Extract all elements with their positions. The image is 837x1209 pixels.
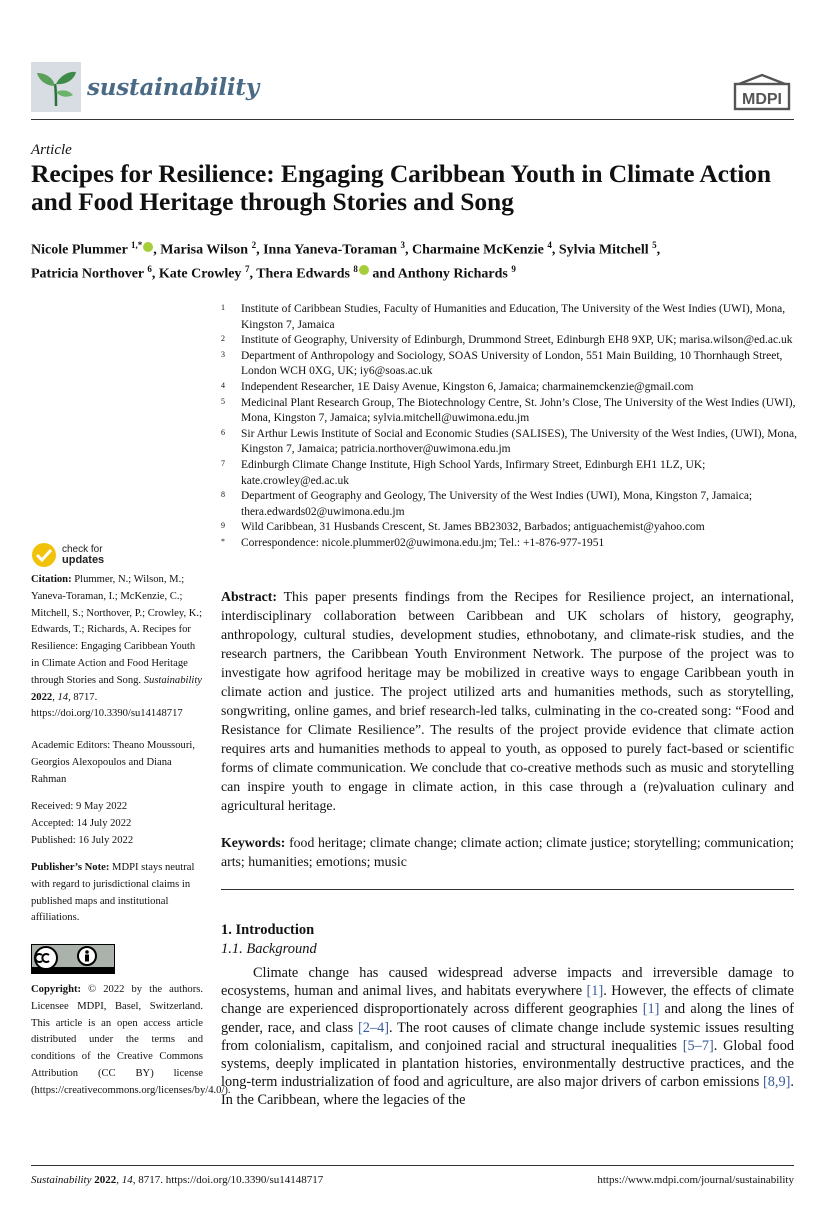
author-name: Thera Edwards xyxy=(256,266,350,282)
introduction-paragraph xyxy=(221,964,794,1110)
keywords-label: Keywords: xyxy=(221,835,286,850)
author-affiliation-marker: 2 xyxy=(251,240,257,250)
affiliation-number: 3 xyxy=(221,349,225,359)
affiliation-text: Institute of Geography, University of Edinburgh, Drummond Street, Edinburgh EH8 9XP, UK; marisa.wilson@ed.ac.uk xyxy=(241,334,793,347)
author-affiliation-marker: 6 xyxy=(147,263,152,274)
author-list xyxy=(31,236,801,283)
affiliation-item xyxy=(221,349,801,380)
paragraph-text: . In the Caribbean, where the legacies of the xyxy=(221,1074,794,1109)
received-date: Received: 9 May 2022 xyxy=(31,801,128,812)
copyright-text: © 2022 by the authors. Licensee MDPI, Basel, Switzerland. This article is an open access article distributed under the terms and conditions of the Creative Commons Attribution (CC BY) license (https://creativecommons.org/licenses/by/4.0/). xyxy=(31,984,231,1096)
journal-logo[interactable] xyxy=(31,62,261,112)
affiliation-item xyxy=(221,302,801,333)
affiliation-text: Wild Caribbean, 31 Husbands Crescent, St. James BB23032, Barbados; antiguachemist@yahoo.com xyxy=(241,521,705,534)
author-separator: , xyxy=(656,242,661,258)
author-separator: , xyxy=(151,266,159,282)
affiliation-item xyxy=(221,536,801,552)
mdpi-logo-icon[interactable] xyxy=(731,72,793,112)
copyright-label: Copyright: xyxy=(31,984,82,995)
footer-citation: Sustainability 2022, 14, 8717. https://doi.org/10.3390/su14148717 xyxy=(31,1174,324,1186)
paragraph-text: Climate change has caused widespread adverse impacts and irreversible damage to ecosystems, human and animal lives, and habitats everywhere xyxy=(221,965,794,1000)
paragraph-text: . The root causes of climate change include systemic issues resulting from colonialism, capitalism, and conjoined racial and structural inequalities xyxy=(221,1019,794,1054)
publisher-note xyxy=(31,860,203,927)
check-updates-line2: updates xyxy=(62,554,105,566)
author-name: Sylvia Mitchell xyxy=(558,242,649,258)
citation-year: 2022 xyxy=(31,691,53,703)
affiliation-text: Institute of Caribbean Studies, Faculty of Humanities and Education, The University of the West Indies (UWI), Mona, Kingston 7, Jamaica xyxy=(241,303,786,331)
article-type: Article xyxy=(31,142,72,158)
author-affiliation-marker: 1,* xyxy=(131,240,143,250)
affiliation-item xyxy=(221,380,801,396)
affiliation-item xyxy=(221,520,801,536)
footer-journal-url[interactable]: https://www.mdpi.com/journal/sustainability xyxy=(597,1174,794,1186)
section-heading-introduction: 1. Introduction xyxy=(221,922,315,938)
header-rule xyxy=(31,119,794,120)
author-name: Kate Crowley xyxy=(158,266,242,282)
affiliation-number: 1 xyxy=(221,303,225,312)
affiliation-text: Department of Geography and Geology, The University of the West Indies (UWI), Mona, Kingston 7, Jamaica; thera.edwards02@uwimona.edu.jm xyxy=(241,490,753,518)
affiliation-number: 9 xyxy=(221,521,225,531)
academic-editors: Academic Editors: Theano Moussouri, Georgios Alexopoulos and Diana Rahman xyxy=(31,740,195,785)
citation-label: Citation: xyxy=(31,574,72,585)
author-name: Anthony Richards xyxy=(397,266,508,282)
author-affiliation-marker: 5 xyxy=(652,240,657,250)
affiliation-number: 4 xyxy=(221,380,225,390)
footer-year: 2022 xyxy=(94,1174,117,1186)
citation-doi[interactable]: , 8717. https://doi.org/10.3390/su14148717 xyxy=(31,691,183,720)
author-affiliation-marker: 8 xyxy=(353,263,358,274)
author-separator: , xyxy=(153,242,161,258)
author-affiliation-marker: 3 xyxy=(400,240,406,250)
abstract xyxy=(221,587,794,815)
published-date: Published: 16 July 2022 xyxy=(31,834,134,846)
author-separator: , xyxy=(551,242,559,258)
affiliation-number: 8 xyxy=(221,490,225,500)
affiliation-number: * xyxy=(221,536,225,546)
affiliation-item xyxy=(221,458,801,489)
affiliation-text: Correspondence: nicole.plummer02@uwimona.edu.jm; Tel.: +1-876-977-1951 xyxy=(241,536,605,549)
orcid-icon[interactable] xyxy=(143,242,153,252)
author-separator: , xyxy=(249,266,257,282)
paragraph-text: and along the lines of gender, race, and class xyxy=(221,1001,794,1036)
citation-link[interactable]: [8,9] xyxy=(763,1074,791,1091)
footer-journal: Sustainability xyxy=(31,1174,92,1186)
check-updates-icon xyxy=(31,542,57,568)
affiliation-item xyxy=(221,427,801,458)
affiliation-number: 6 xyxy=(221,427,225,437)
affiliation-text: Department of Anthropology and Sociology, SOAS University of London, 551 Main Building, 10 Thornhaugh Street, London WCH 0XG, UK; iy6@soas.ac.uk xyxy=(241,349,783,378)
author-separator: and xyxy=(368,266,398,282)
section-rule xyxy=(221,889,794,890)
footer-doi[interactable]: , 8717. https://doi.org/10.3390/su14148717 xyxy=(132,1174,324,1186)
citation-block: Citation: Plummer, N.; Wilson, M.; Yaneva-Toraman, I.; McKenzie, C.; Mitchell, S.; Northover, P.; Crowley, K.; Edwards, T.; Richards, A. Recipes for Resilience: Engaging Caribbean Youth in Climate Action and Food Heritage through Stories and Song. Sustainability 2022, 14, 8717. https://doi.org/10.3390/su14148717 xyxy=(31,574,203,720)
keywords xyxy=(221,833,794,871)
affiliation-item xyxy=(221,489,801,520)
orcid-icon[interactable] xyxy=(359,265,369,275)
citation-link[interactable]: [5–7] xyxy=(682,1037,714,1054)
cc-by-license-icon[interactable] xyxy=(31,944,115,974)
paragraph-text: . However, the effects of climate change are experienced disproportionately across different geographies xyxy=(221,983,794,1018)
abstract-label: Abstract: xyxy=(221,589,277,604)
sprout-icon xyxy=(31,62,81,112)
citation-journal: Sustainability xyxy=(143,674,202,686)
affiliation-text: Edinburgh Climate Change Institute, High School Yards, Infirmary Street, Edinburgh EH1 1LZ, UK; kate.crowley@ed.ac.uk xyxy=(241,458,706,487)
affiliation-list xyxy=(221,302,801,552)
publisher-note-label: Publisher’s Note: xyxy=(31,862,110,873)
author-separator: , xyxy=(405,242,413,258)
keywords-text: food heritage; climate change; climate action; climate justice; storytelling; communication; arts; humanities; emotions; music xyxy=(221,835,794,869)
author-separator: , xyxy=(256,242,264,258)
citation-link[interactable]: [2–4] xyxy=(358,1019,390,1036)
mdpi-logo-text: MDPI xyxy=(742,91,782,108)
journal-name: sustainability xyxy=(87,73,259,101)
copyright-block xyxy=(31,982,231,1100)
author-name: Nicole Plummer xyxy=(31,242,128,258)
citation-link[interactable]: [1] xyxy=(642,1001,660,1018)
dates-block xyxy=(31,799,203,849)
author-name: Patricia Northover xyxy=(31,266,144,282)
author-affiliation-marker: 4 xyxy=(547,240,552,250)
affiliation-number: 7 xyxy=(221,458,225,468)
check-for-updates-button[interactable] xyxy=(31,540,151,570)
article-title: Recipes for Resilience: Engaging Caribbean Youth in Climate Action and Food Heritage through Stories and Song xyxy=(31,159,771,216)
abstract-text: This paper presents findings from the Recipes for Resilience project, an international, interdisciplinary collaboration between Caribbean and UK scholars of history, geography, anthropology, cultural studies, development studies, ethnobotany, and climate-risk studies, and the research partners, the Caribbean Youth Environment Network. The purpose of the project was to investigate how agrifood heritage may be mobilized in creative ways to engage Caribbean youth in climate action and justice. The project utilized arts and humanities methods, such as storytelling, songwriting, online games, and brief research-led talks, culminating in the co-created song: “Food and Resistance for Climate Resilience”. The results of the project provide evidence that climate action requires arts and humanities methods to appeal to youth, as opposed to purely fact-based or scientific forms of climate communication. We conclude that co-creative methods such as music and storytelling can inspire youth to engage in climate action, in this case through a (re)valuation culinary and agricultural heritage. xyxy=(221,589,794,813)
author-affiliation-marker: 7 xyxy=(244,263,250,274)
check-updates-line1: check for xyxy=(62,544,103,555)
publisher-note-text: MDPI stays neutral with regard to jurisdictional claims in published maps and institutional affiliations. xyxy=(31,862,195,924)
citation-volume: 14 xyxy=(57,691,69,703)
footer-volume: 14 xyxy=(121,1174,133,1186)
citation-text: Plummer, N.; Wilson, M.; Yaneva-Toraman, I.; McKenzie, C.; Mitchell, S.; Northover, P.; Crowley, K.; Edwards, T.; Richards, A. Recipes for Resilience: Engaging Caribbean Youth in Climate Action and Food Heritage through Stories and Song. xyxy=(31,574,203,686)
affiliation-text: Independent Researcher, 1E Daisy Avenue, Kingston 6, Jamaica; charmainemckenzie@gmail.com xyxy=(241,380,694,393)
affiliation-number: 2 xyxy=(221,334,225,344)
accepted-date: Accepted: 14 July 2022 xyxy=(31,817,132,829)
author-name: Inna Yaneva-Toraman xyxy=(263,242,398,258)
author-affiliation-marker: 9 xyxy=(511,263,516,274)
author-name: Marisa Wilson xyxy=(160,242,249,258)
affiliation-text: Medicinal Plant Research Group, The Biotechnology Centre, St. John’s Close, The University of the West Indies (UWI), Mona, Kingston 7, Jamaica; sylvia.mitchell@uwimona.edu.jm xyxy=(241,396,796,425)
citation-link[interactable]: [1] xyxy=(586,983,604,1000)
paragraph-text: . Global food systems, deeply implicated in plantation histories, environmentally destructive practices, and the long-term industrialization of food and agriculture, are also major drivers of carbon emissions xyxy=(221,1037,794,1091)
footer-rule xyxy=(31,1165,794,1166)
affiliation-text: Sir Arthur Lewis Institute of Social and Economic Studies (SALISES), The University of the West Indies, (UWI), Mona, Kingston 7, Jamaica; patricia.northover@uwimona.edu.jm xyxy=(241,427,797,456)
affiliation-item xyxy=(221,333,801,349)
subsection-heading-background: 1.1. Background xyxy=(221,941,317,957)
affiliation-number: 5 xyxy=(221,396,225,406)
author-name: Charmaine McKenzie xyxy=(412,242,544,258)
affiliation-item xyxy=(221,396,801,427)
